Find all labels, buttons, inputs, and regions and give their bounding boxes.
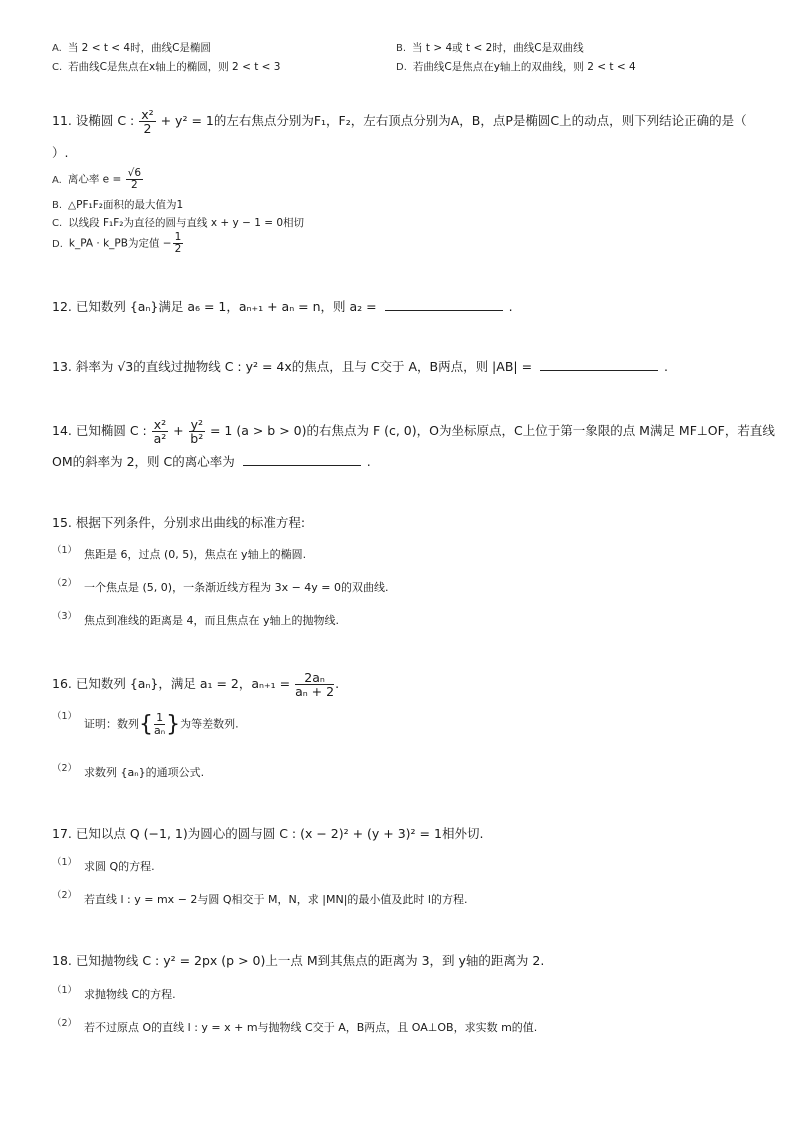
sub-text: 求数列 {aₙ}的通项公式. xyxy=(84,766,205,779)
q11-fraction xyxy=(139,108,155,135)
fraction-denominator: 2 xyxy=(130,179,138,192)
option-key: D. xyxy=(396,62,407,73)
q15-sub2 xyxy=(52,579,389,595)
fraction-numerator: x² xyxy=(141,107,154,122)
q12 xyxy=(52,297,513,315)
q14-prefix: 14. 已知椭圆 C : xyxy=(52,423,151,439)
sub-text-suffix: 为等差数列. xyxy=(180,717,239,731)
q11-option-b xyxy=(52,197,183,212)
q11-stem xyxy=(52,108,747,135)
option-text: △PF₁F₂面积的最大值为1 xyxy=(68,199,184,211)
q10-option-c xyxy=(52,59,280,74)
sub-text: 证明：数列 xyxy=(84,717,139,731)
option-text: 当 t > 4或 t < 2时，曲线C是双曲线 xyxy=(412,42,584,54)
option-key: C. xyxy=(52,218,63,229)
sub-number: （3） xyxy=(52,611,78,622)
q16-fraction xyxy=(295,671,334,698)
option-key: A. xyxy=(52,174,62,186)
sub-text: 一个焦点是 (5, 0)，一条渐近线方程为 3x − 4y = 0的双曲线. xyxy=(84,581,389,594)
sub-number: （2） xyxy=(52,578,78,589)
fraction-numerator: y² xyxy=(190,417,203,432)
q12-text: 12. 已知数列 {aₙ}满足 a₆ = 1，aₙ₊₁ + aₙ = n，则 a₂ = xyxy=(52,299,377,314)
left-brace: { xyxy=(139,712,153,737)
option-text: 离心率 e = xyxy=(67,173,125,186)
q18-sub1 xyxy=(52,986,176,1002)
option-text: 若曲线C是焦点在x轴上的椭圆，则 2 < t < 3 xyxy=(68,61,281,73)
q15-sub1 xyxy=(52,546,306,562)
q13 xyxy=(52,357,668,375)
q14-fraction-y xyxy=(189,418,205,445)
q10-option-d xyxy=(396,59,636,74)
option-key: C. xyxy=(52,62,63,73)
sub-number: （2） xyxy=(52,763,78,774)
answer-blank[interactable] xyxy=(540,369,658,371)
answer-blank[interactable] xyxy=(385,309,503,311)
q12-end: . xyxy=(508,299,513,314)
option-key: B. xyxy=(396,43,407,54)
q11-option-c xyxy=(52,215,304,230)
q15-stem: 15. 根据下列条件，分别求出曲线的标准方程: xyxy=(52,515,306,530)
sub-text: 焦距是 6，过点 (0, 5)，焦点在 y轴上的椭圆. xyxy=(84,548,307,561)
q14-stem xyxy=(52,418,775,445)
answer-blank[interactable] xyxy=(243,464,361,466)
fraction-numerator: 1 xyxy=(174,231,182,243)
q11-stem-line2: ）. xyxy=(52,145,69,160)
q16-stem xyxy=(52,671,339,698)
sub-number: （1） xyxy=(52,857,78,868)
fraction-denominator: aₙ + 2 xyxy=(295,684,335,700)
q14-line2 xyxy=(52,452,371,470)
sub-text: 若不过原点 O的直线 l : y = x + m与抛物线 C交于 A，B两点，且 OA⊥OB，求实数 m的值. xyxy=(84,1021,538,1034)
q11-option-d xyxy=(52,232,184,255)
q17-sub1 xyxy=(52,858,155,874)
q16-s1-fraction xyxy=(154,712,165,736)
sub-number: （1） xyxy=(52,711,78,722)
option-key: B. xyxy=(52,200,63,211)
q17-stem: 17. 已知以点 Q (−1, 1)为圆心的圆与圆 C : (x − 2)² + (y + 3)² = 1相外切. xyxy=(52,826,484,841)
q13-end: . xyxy=(664,359,669,374)
q16-stem-end: . xyxy=(335,676,340,692)
fraction-denominator: 2 xyxy=(143,121,152,137)
q16-sub1 xyxy=(52,712,239,737)
sub-text: 求圆 Q的方程. xyxy=(84,860,155,873)
option-text: 若曲线C是焦点在y轴上的双曲线，则 2 < t < 4 xyxy=(412,61,636,73)
sub-number: （1） xyxy=(52,985,78,996)
q17-sub2 xyxy=(52,891,467,907)
option-text: 以线段 F₁F₂为直径的圆与直线 x + y − 1 = 0相切 xyxy=(68,217,305,229)
sub-text: 若直线 l : y = mx − 2与圆 Q相交于 M，N，求 |MN|的最小值及此时 l的方程. xyxy=(84,893,468,906)
q14-fraction-x xyxy=(152,418,168,445)
fraction-numerator: 1 xyxy=(154,712,165,725)
fraction-denominator: 2 xyxy=(174,243,182,256)
q15-sub3 xyxy=(52,612,339,628)
option-key: D. xyxy=(52,238,63,250)
q11-d-fraction xyxy=(173,232,184,255)
fraction-numerator: x² xyxy=(153,417,167,432)
sub-number: （2） xyxy=(52,890,78,901)
q18-stem: 18. 已知抛物线 C : y² = 2px (p > 0)上一点 M到其焦点的距离为 3，到 y轴的距离为 2. xyxy=(52,953,545,968)
sub-number: （1） xyxy=(52,545,78,556)
sub-text: 求抛物线 C的方程. xyxy=(84,988,176,1001)
q18-sub2 xyxy=(52,1019,537,1035)
option-text: k_PA · k_PB为定值 − xyxy=(68,237,172,250)
q16-prefix: 16. 已知数列 {aₙ}，满足 a₁ = 2，aₙ₊₁ = xyxy=(52,676,295,692)
fraction-numerator: 2aₙ xyxy=(295,671,334,685)
q16-sub2 xyxy=(52,764,204,780)
q14-rest: = 1 (a > b > 0)的右焦点为 F (c, 0)，O为坐标原点，C上位于第一象限的点 M满足 MF⊥OF，若直线 xyxy=(205,423,775,439)
sub-number: （2） xyxy=(52,1018,78,1029)
q14-line2-text: OM的斜率为 2，则 C的离心率为 xyxy=(52,454,235,469)
q10-option-b xyxy=(396,40,584,55)
q14-plus: + xyxy=(169,423,188,439)
q13-text: 13. 斜率为 √3的直线过抛物线 C : y² = 4x的焦点，且与 C交于 A，B两点，则 |AB| = xyxy=(52,359,533,374)
q11-option-a xyxy=(52,168,144,191)
fraction-denominator: b² xyxy=(190,431,204,447)
q10-option-a xyxy=(52,40,211,55)
q11-stem-rest: + y² = 1的左右焦点分别为F₁，F₂，左右顶点分别为A，B，点P是椭圆C上的动点，则下列结论正确的是（ xyxy=(156,113,747,129)
option-key: A. xyxy=(52,43,62,54)
q11-stem-prefix: 11. 设椭圆 C : xyxy=(52,113,139,129)
fraction-denominator: aₙ xyxy=(154,724,166,737)
right-brace: } xyxy=(166,712,181,737)
fraction-denominator: a² xyxy=(153,431,167,447)
option-text: 当 2 < t < 4时，曲线C是椭圆 xyxy=(67,42,211,54)
fraction-numerator: √6 xyxy=(127,167,141,179)
sub-text: 焦点到准线的距离是 4，而且焦点在 y轴上的抛物线. xyxy=(84,614,339,627)
q11-a-fraction xyxy=(126,168,143,191)
q14-end: . xyxy=(366,454,371,469)
